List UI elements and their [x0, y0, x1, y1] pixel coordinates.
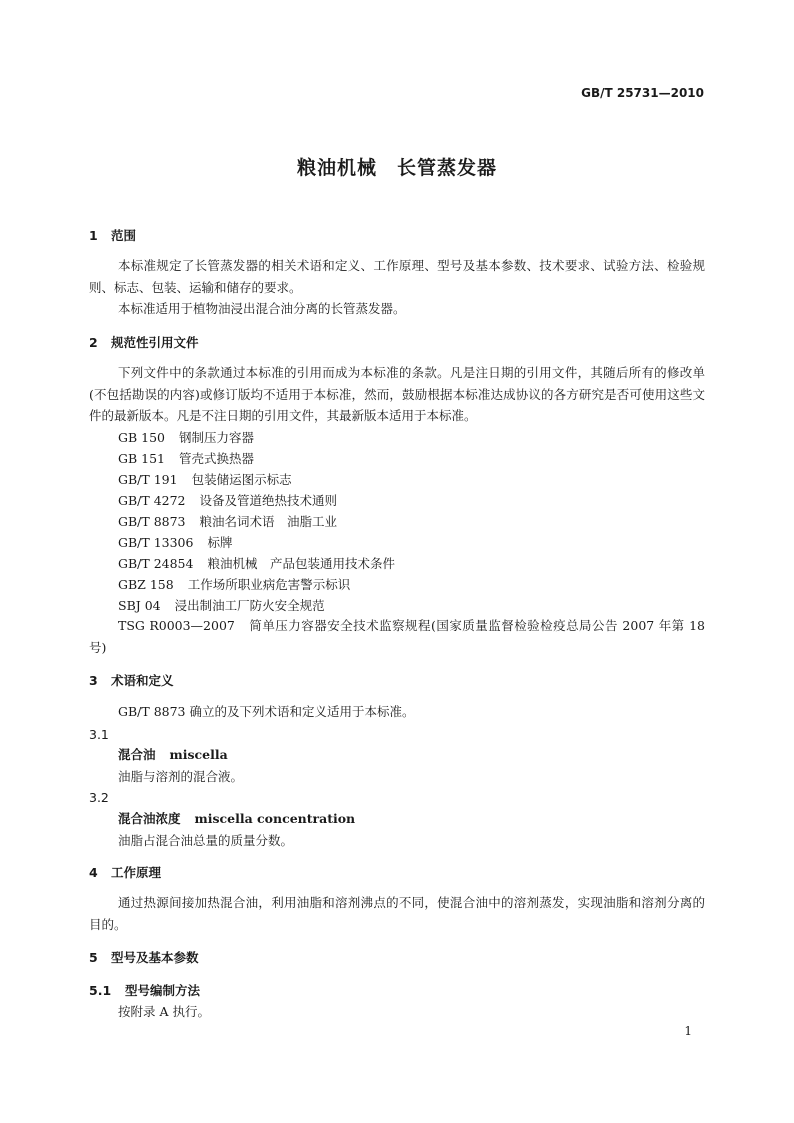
reference-item: [118, 490, 337, 512]
section-title: 规范性引用文件: [111, 335, 199, 350]
section-number: 5: [89, 950, 98, 965]
reference-item: [118, 532, 232, 554]
standard-code: GB/T 25731—2010: [581, 86, 704, 100]
reference-title: 粮油名词术语 油脂工业: [199, 514, 338, 529]
section-number: 1: [89, 228, 98, 243]
reference-title: 管壳式换热器: [179, 451, 255, 466]
section-1-para-1: 本标准规定了长管蒸发器的相关术语和定义、工作原理、型号及基本参数、技术要求、试验方法、检验规则、标志、包装、运输和储存的要求。: [89, 258, 705, 295]
term-name-cn: 混合油: [118, 747, 156, 762]
reference-title: 工作场所职业病危害警示标识: [187, 577, 351, 592]
term-name: [118, 809, 355, 827]
reference-code: GB/T 8873: [118, 514, 186, 529]
section-number: 2: [89, 335, 98, 350]
reference-title: 设备及管道绝热技术通则: [199, 493, 338, 508]
reference-item: [118, 427, 254, 449]
reference-code: GB/T 13306: [118, 535, 194, 550]
reference-code: GBZ 158: [118, 577, 174, 592]
term-name-en: miscella: [169, 747, 228, 762]
reference-item-last: [89, 615, 705, 658]
term-number: 3.2: [89, 790, 109, 805]
reference-code: GB/T 24854: [118, 556, 194, 571]
section-title: 型号及基本参数: [111, 950, 199, 965]
section-number: 4: [89, 865, 98, 880]
section-3-intro: GB/T 8873 确立的及下列术语和定义适用于本标准。: [118, 704, 415, 719]
section-1-heading: [89, 226, 136, 244]
subsection-5-1-heading: [89, 981, 200, 999]
reference-title: 包装储运图示标志: [191, 472, 292, 487]
subsection-number: 5.1: [89, 983, 112, 998]
reference-title: 简单压力容器安全技术监察规程(国家质量监督检验检疫总局公告 2007 年第 18 号): [89, 618, 705, 655]
term-name-en: miscella concentration: [194, 811, 356, 826]
reference-item: [118, 574, 350, 596]
reference-item: [118, 469, 292, 491]
section-title: 范围: [111, 228, 137, 243]
section-5-heading: [89, 948, 199, 966]
section-2-heading: [89, 333, 199, 351]
reference-code: GB/T 4272: [118, 493, 186, 508]
reference-code: GB 151: [118, 451, 166, 466]
reference-title: 粮油机械 产品包装通用技术条件: [207, 556, 395, 571]
reference-title: 标牌: [207, 535, 233, 550]
reference-item: [118, 511, 337, 533]
reference-code: GB 150: [118, 430, 166, 445]
reference-code: TSG R0003—2007: [118, 618, 235, 633]
term-name: [118, 745, 228, 763]
term-name-cn: 混合油浓度: [118, 811, 181, 826]
section-2-para: 下列文件中的条款通过本标准的引用而成为本标准的条款。凡是注日期的引用文件，其随后所有的修改单(不包括勘误的内容)或修订版均不适用于本标准，然而，鼓励根据本标准达成协议的各方研究是否可使用这些文件的最新版本。凡是不注日期的引用文件，其最新版本适用于本标准。: [89, 365, 705, 423]
subsection-title: 型号编制方法: [125, 983, 201, 998]
section-1-para-2: 本标准适用于植物油浸出混合油分离的长管蒸发器。: [118, 301, 406, 316]
reference-item: [118, 595, 325, 617]
section-title: 术语和定义: [111, 673, 174, 688]
section-3-heading: [89, 671, 174, 689]
reference-item: [118, 553, 395, 575]
term-definition: 油脂占混合油总量的质量分数。: [118, 833, 294, 848]
reference-item: [118, 448, 254, 470]
subsection-5-1-para: 按附录 A 执行。: [118, 1004, 210, 1019]
term-definition: 油脂与溶剂的混合液。: [118, 769, 244, 784]
reference-code: SBJ 04: [118, 598, 161, 613]
reference-title: 浸出制油工厂防火安全规范: [174, 598, 325, 613]
section-number: 3: [89, 673, 98, 688]
term-number: 3.1: [89, 727, 109, 742]
reference-code: GB/T 191: [118, 472, 178, 487]
section-title: 工作原理: [111, 865, 162, 880]
page-title: 粮油机械 长管蒸发器: [296, 157, 497, 179]
section-4-heading: [89, 863, 161, 881]
reference-title: 钢制压力容器: [179, 430, 255, 445]
section-4-para: 通过热源间接加热混合油，利用油脂和溶剂沸点的不同，使混合油中的溶剂蒸发，实现油脂和溶剂分离的目的。: [89, 895, 705, 932]
page-number: 1: [684, 1024, 692, 1038]
